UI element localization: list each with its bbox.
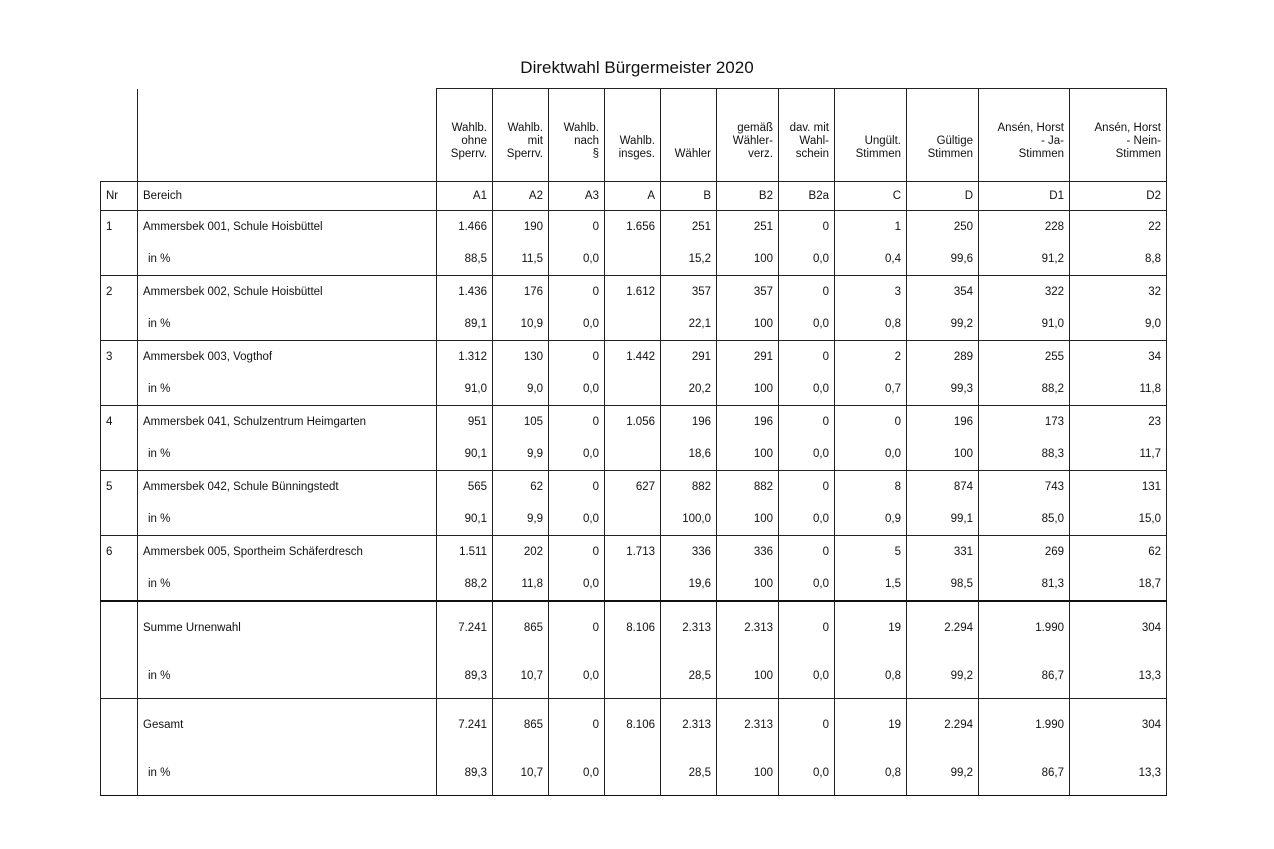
row-number-blank: [101, 503, 138, 536]
row-bereich: Ammersbek 003, Vogthof: [138, 341, 437, 374]
percent-label: in %: [138, 243, 437, 276]
value-cell: 743: [979, 471, 1070, 504]
percent-cell: 100: [717, 438, 779, 471]
value-cell: 0: [835, 406, 907, 439]
value-cell: 7.241: [437, 699, 493, 752]
value-cell: 131: [1070, 471, 1167, 504]
percent-cell: 85,0: [979, 503, 1070, 536]
column-code: A1: [437, 182, 493, 211]
value-cell: 22: [1070, 211, 1167, 244]
value-cell: 0: [779, 406, 835, 439]
table-row: [101, 471, 1167, 504]
value-cell: 8.106: [605, 699, 661, 752]
row-number: [101, 699, 138, 752]
value-cell: 874: [907, 471, 979, 504]
value-cell: 1.656: [605, 211, 661, 244]
table-row: [101, 601, 1167, 654]
column-code: A3: [549, 182, 605, 211]
value-cell: 196: [717, 406, 779, 439]
percent-cell: 28,5: [661, 751, 717, 796]
value-cell: 190: [493, 211, 549, 244]
row-bereich: Ammersbek 002, Schule Hoisbüttel: [138, 276, 437, 309]
percent-cell: 100: [717, 654, 779, 699]
percent-cell: 89,1: [437, 308, 493, 341]
row-number-blank: [101, 654, 138, 699]
value-cell: 23: [1070, 406, 1167, 439]
percent-cell: 0,0: [549, 373, 605, 406]
value-cell: 0: [779, 471, 835, 504]
value-cell: 1.312: [437, 341, 493, 374]
row-number: 5: [101, 471, 138, 504]
percent-cell: 86,7: [979, 654, 1070, 699]
percent-cell: 0,8: [835, 308, 907, 341]
percent-cell: 28,5: [661, 654, 717, 699]
value-cell: 882: [717, 471, 779, 504]
value-cell: 0: [779, 601, 835, 654]
row-number: [101, 601, 138, 654]
value-cell: 0: [549, 536, 605, 569]
value-cell: 2: [835, 341, 907, 374]
value-cell: 62: [1070, 536, 1167, 569]
row-bereich: Ammersbek 041, Schulzentrum Heimgarten: [138, 406, 437, 439]
row-number-blank: [101, 373, 138, 406]
percent-cell: 90,1: [437, 438, 493, 471]
value-cell: 291: [661, 341, 717, 374]
column-code: D2: [1070, 182, 1167, 211]
row-number-blank: [101, 243, 138, 276]
percent-cell: 86,7: [979, 751, 1070, 796]
row-bereich: Summe Urnenwahl: [138, 601, 437, 654]
value-cell: 269: [979, 536, 1070, 569]
value-cell: 8: [835, 471, 907, 504]
percent-cell: 9,0: [1070, 308, 1167, 341]
percent-cell: 81,3: [979, 568, 1070, 601]
percent-cell: 9,0: [493, 373, 549, 406]
value-cell: 565: [437, 471, 493, 504]
percent-cell: [605, 373, 661, 406]
table-row: [101, 699, 1167, 752]
percent-cell: 0,8: [835, 751, 907, 796]
page-title: Direktwahl Bürgermeister 2020: [520, 58, 754, 77]
value-cell: 357: [717, 276, 779, 309]
percent-cell: 0,0: [779, 654, 835, 699]
percent-cell: 100: [717, 751, 779, 796]
table-row-percent: [101, 503, 1167, 536]
value-cell: 1.511: [437, 536, 493, 569]
percent-cell: 88,2: [979, 373, 1070, 406]
value-cell: 62: [493, 471, 549, 504]
value-cell: 7.241: [437, 601, 493, 654]
column-code: D: [907, 182, 979, 211]
value-cell: 32: [1070, 276, 1167, 309]
column-header: Wahlb. nach §: [549, 89, 605, 182]
column-code: Nr: [101, 182, 138, 211]
percent-cell: 0,0: [779, 373, 835, 406]
percent-cell: 89,3: [437, 751, 493, 796]
value-cell: 255: [979, 341, 1070, 374]
value-cell: 0: [779, 536, 835, 569]
table-row: [101, 341, 1167, 374]
percent-cell: 8,8: [1070, 243, 1167, 276]
value-cell: 196: [907, 406, 979, 439]
value-cell: 0: [549, 699, 605, 752]
percent-cell: 0,9: [835, 503, 907, 536]
value-cell: 0: [779, 699, 835, 752]
percent-cell: 22,1: [661, 308, 717, 341]
value-cell: 0: [549, 276, 605, 309]
column-header: Ansén, Horst - Ja- Stimmen: [979, 89, 1070, 182]
percent-cell: 99,1: [907, 503, 979, 536]
table-row-percent: [101, 243, 1167, 276]
percent-cell: 11,5: [493, 243, 549, 276]
percent-cell: 9,9: [493, 503, 549, 536]
percent-cell: 88,2: [437, 568, 493, 601]
value-cell: 291: [717, 341, 779, 374]
percent-cell: 0,0: [549, 308, 605, 341]
column-code: B2: [717, 182, 779, 211]
percent-cell: 100: [717, 373, 779, 406]
percent-cell: 18,6: [661, 438, 717, 471]
row-number-blank: [101, 438, 138, 471]
value-cell: 2.313: [717, 601, 779, 654]
column-header: Wahlb. ohne Sperrv.: [437, 89, 493, 182]
column-code: A: [605, 182, 661, 211]
percent-cell: [605, 751, 661, 796]
percent-cell: 10,9: [493, 308, 549, 341]
value-cell: 228: [979, 211, 1070, 244]
table-row-percent: [101, 568, 1167, 601]
percent-cell: 100: [717, 243, 779, 276]
percent-cell: 18,7: [1070, 568, 1167, 601]
percent-cell: [605, 243, 661, 276]
percent-cell: 90,1: [437, 503, 493, 536]
column-header: Ungült. Stimmen: [835, 89, 907, 182]
value-cell: 173: [979, 406, 1070, 439]
row-number: 4: [101, 406, 138, 439]
percent-cell: 99,2: [907, 654, 979, 699]
percent-cell: 0,0: [835, 438, 907, 471]
value-cell: 322: [979, 276, 1070, 309]
value-cell: 0: [549, 471, 605, 504]
column-code: Bereich: [138, 182, 437, 211]
value-cell: 336: [717, 536, 779, 569]
election-results-table: [100, 88, 1167, 796]
row-bereich: Ammersbek 005, Sportheim Schäferdresch: [138, 536, 437, 569]
percent-cell: 15,0: [1070, 503, 1167, 536]
percent-cell: 88,5: [437, 243, 493, 276]
value-cell: 304: [1070, 699, 1167, 752]
percent-cell: 88,3: [979, 438, 1070, 471]
value-cell: 5: [835, 536, 907, 569]
value-cell: 627: [605, 471, 661, 504]
header-blank: [101, 89, 138, 182]
value-cell: 2.294: [907, 601, 979, 654]
row-bereich: Gesamt: [138, 699, 437, 752]
value-cell: 304: [1070, 601, 1167, 654]
table-row: [101, 211, 1167, 244]
percent-cell: 89,3: [437, 654, 493, 699]
percent-label: in %: [138, 308, 437, 341]
percent-cell: 1,5: [835, 568, 907, 601]
percent-cell: [605, 438, 661, 471]
percent-cell: 0,8: [835, 654, 907, 699]
table-row-percent: [101, 654, 1167, 699]
percent-cell: 11,7: [1070, 438, 1167, 471]
value-cell: 196: [661, 406, 717, 439]
column-header: Ansén, Horst - Nein- Stimmen: [1070, 89, 1167, 182]
value-cell: 2.294: [907, 699, 979, 752]
value-cell: 1.442: [605, 341, 661, 374]
value-cell: 1.056: [605, 406, 661, 439]
percent-cell: 0,0: [779, 503, 835, 536]
percent-cell: 11,8: [1070, 373, 1167, 406]
value-cell: 1.612: [605, 276, 661, 309]
percent-label: in %: [138, 654, 437, 699]
value-cell: 250: [907, 211, 979, 244]
column-code-row: [101, 182, 1167, 211]
value-cell: 34: [1070, 341, 1167, 374]
value-cell: 1: [835, 211, 907, 244]
percent-cell: [605, 654, 661, 699]
percent-cell: 13,3: [1070, 654, 1167, 699]
percent-label: in %: [138, 568, 437, 601]
column-header-row: [101, 89, 1167, 182]
percent-cell: 91,0: [979, 308, 1070, 341]
row-number: 2: [101, 276, 138, 309]
percent-label: in %: [138, 503, 437, 536]
column-header: gemäß Wähler- verz.: [717, 89, 779, 182]
value-cell: 1.466: [437, 211, 493, 244]
column-header: Wahlb. mit Sperrv.: [493, 89, 549, 182]
percent-cell: 0,0: [779, 243, 835, 276]
percent-cell: 99,6: [907, 243, 979, 276]
column-code: B: [661, 182, 717, 211]
percent-label: in %: [138, 751, 437, 796]
value-cell: 105: [493, 406, 549, 439]
row-number: 3: [101, 341, 138, 374]
percent-cell: 0,0: [549, 568, 605, 601]
percent-cell: 100: [717, 308, 779, 341]
table-row: [101, 536, 1167, 569]
percent-cell: 13,3: [1070, 751, 1167, 796]
value-cell: 8.106: [605, 601, 661, 654]
percent-cell: 0,0: [779, 438, 835, 471]
value-cell: 331: [907, 536, 979, 569]
percent-cell: 0,0: [549, 503, 605, 536]
percent-cell: 100,0: [661, 503, 717, 536]
percent-cell: 0,4: [835, 243, 907, 276]
percent-cell: 0,0: [779, 308, 835, 341]
percent-cell: 0,0: [779, 751, 835, 796]
column-header: Wahlb. insges.: [605, 89, 661, 182]
value-cell: 0: [549, 211, 605, 244]
percent-cell: 91,0: [437, 373, 493, 406]
value-cell: 1.990: [979, 699, 1070, 752]
value-cell: 251: [661, 211, 717, 244]
value-cell: 1.436: [437, 276, 493, 309]
row-number-blank: [101, 751, 138, 796]
value-cell: 0: [779, 341, 835, 374]
value-cell: 1.990: [979, 601, 1070, 654]
percent-cell: 11,8: [493, 568, 549, 601]
percent-cell: 0,0: [549, 438, 605, 471]
value-cell: 0: [549, 601, 605, 654]
value-cell: 357: [661, 276, 717, 309]
percent-cell: 10,7: [493, 654, 549, 699]
column-header: dav. mit Wahl- schein: [779, 89, 835, 182]
value-cell: 951: [437, 406, 493, 439]
value-cell: 0: [549, 406, 605, 439]
column-code: B2a: [779, 182, 835, 211]
percent-cell: 0,0: [779, 568, 835, 601]
percent-cell: 20,2: [661, 373, 717, 406]
column-code: C: [835, 182, 907, 211]
percent-label: in %: [138, 373, 437, 406]
value-cell: 865: [493, 601, 549, 654]
column-header: Wähler: [661, 89, 717, 182]
value-cell: 354: [907, 276, 979, 309]
value-cell: 202: [493, 536, 549, 569]
value-cell: 19: [835, 699, 907, 752]
row-number-blank: [101, 568, 138, 601]
value-cell: 2.313: [661, 699, 717, 752]
value-cell: 289: [907, 341, 979, 374]
percent-cell: [605, 568, 661, 601]
value-cell: 2.313: [661, 601, 717, 654]
percent-cell: 10,7: [493, 751, 549, 796]
value-cell: 176: [493, 276, 549, 309]
percent-cell: 100: [717, 568, 779, 601]
percent-cell: 19,6: [661, 568, 717, 601]
table-row-percent: [101, 308, 1167, 341]
column-header: Gültige Stimmen: [907, 89, 979, 182]
table-row: [101, 276, 1167, 309]
value-cell: 0: [549, 341, 605, 374]
percent-cell: 99,2: [907, 751, 979, 796]
percent-cell: 91,2: [979, 243, 1070, 276]
table-row-percent: [101, 438, 1167, 471]
percent-cell: 9,9: [493, 438, 549, 471]
percent-label: in %: [138, 438, 437, 471]
value-cell: 3: [835, 276, 907, 309]
column-code: A2: [493, 182, 549, 211]
value-cell: 251: [717, 211, 779, 244]
percent-cell: 15,2: [661, 243, 717, 276]
value-cell: 0: [779, 276, 835, 309]
percent-cell: 99,2: [907, 308, 979, 341]
percent-cell: 100: [717, 503, 779, 536]
percent-cell: 98,5: [907, 568, 979, 601]
row-number-blank: [101, 308, 138, 341]
value-cell: 2.313: [717, 699, 779, 752]
percent-cell: 99,3: [907, 373, 979, 406]
percent-cell: 0,7: [835, 373, 907, 406]
value-cell: 865: [493, 699, 549, 752]
value-cell: 1.713: [605, 536, 661, 569]
percent-cell: [605, 503, 661, 536]
table-row: [101, 406, 1167, 439]
percent-cell: [605, 308, 661, 341]
percent-cell: 0,0: [549, 243, 605, 276]
row-number: 6: [101, 536, 138, 569]
percent-cell: 0,0: [549, 654, 605, 699]
value-cell: 130: [493, 341, 549, 374]
table-row-percent: [101, 751, 1167, 796]
percent-cell: 0,0: [549, 751, 605, 796]
table-row-percent: [101, 373, 1167, 406]
percent-cell: 100: [907, 438, 979, 471]
value-cell: 19: [835, 601, 907, 654]
value-cell: 0: [779, 211, 835, 244]
row-bereich: Ammersbek 001, Schule Hoisbüttel: [138, 211, 437, 244]
value-cell: 336: [661, 536, 717, 569]
value-cell: 882: [661, 471, 717, 504]
column-code: D1: [979, 182, 1070, 211]
header-blank: [138, 89, 437, 182]
row-number: 1: [101, 211, 138, 244]
row-bereich: Ammersbek 042, Schule Bünningstedt: [138, 471, 437, 504]
